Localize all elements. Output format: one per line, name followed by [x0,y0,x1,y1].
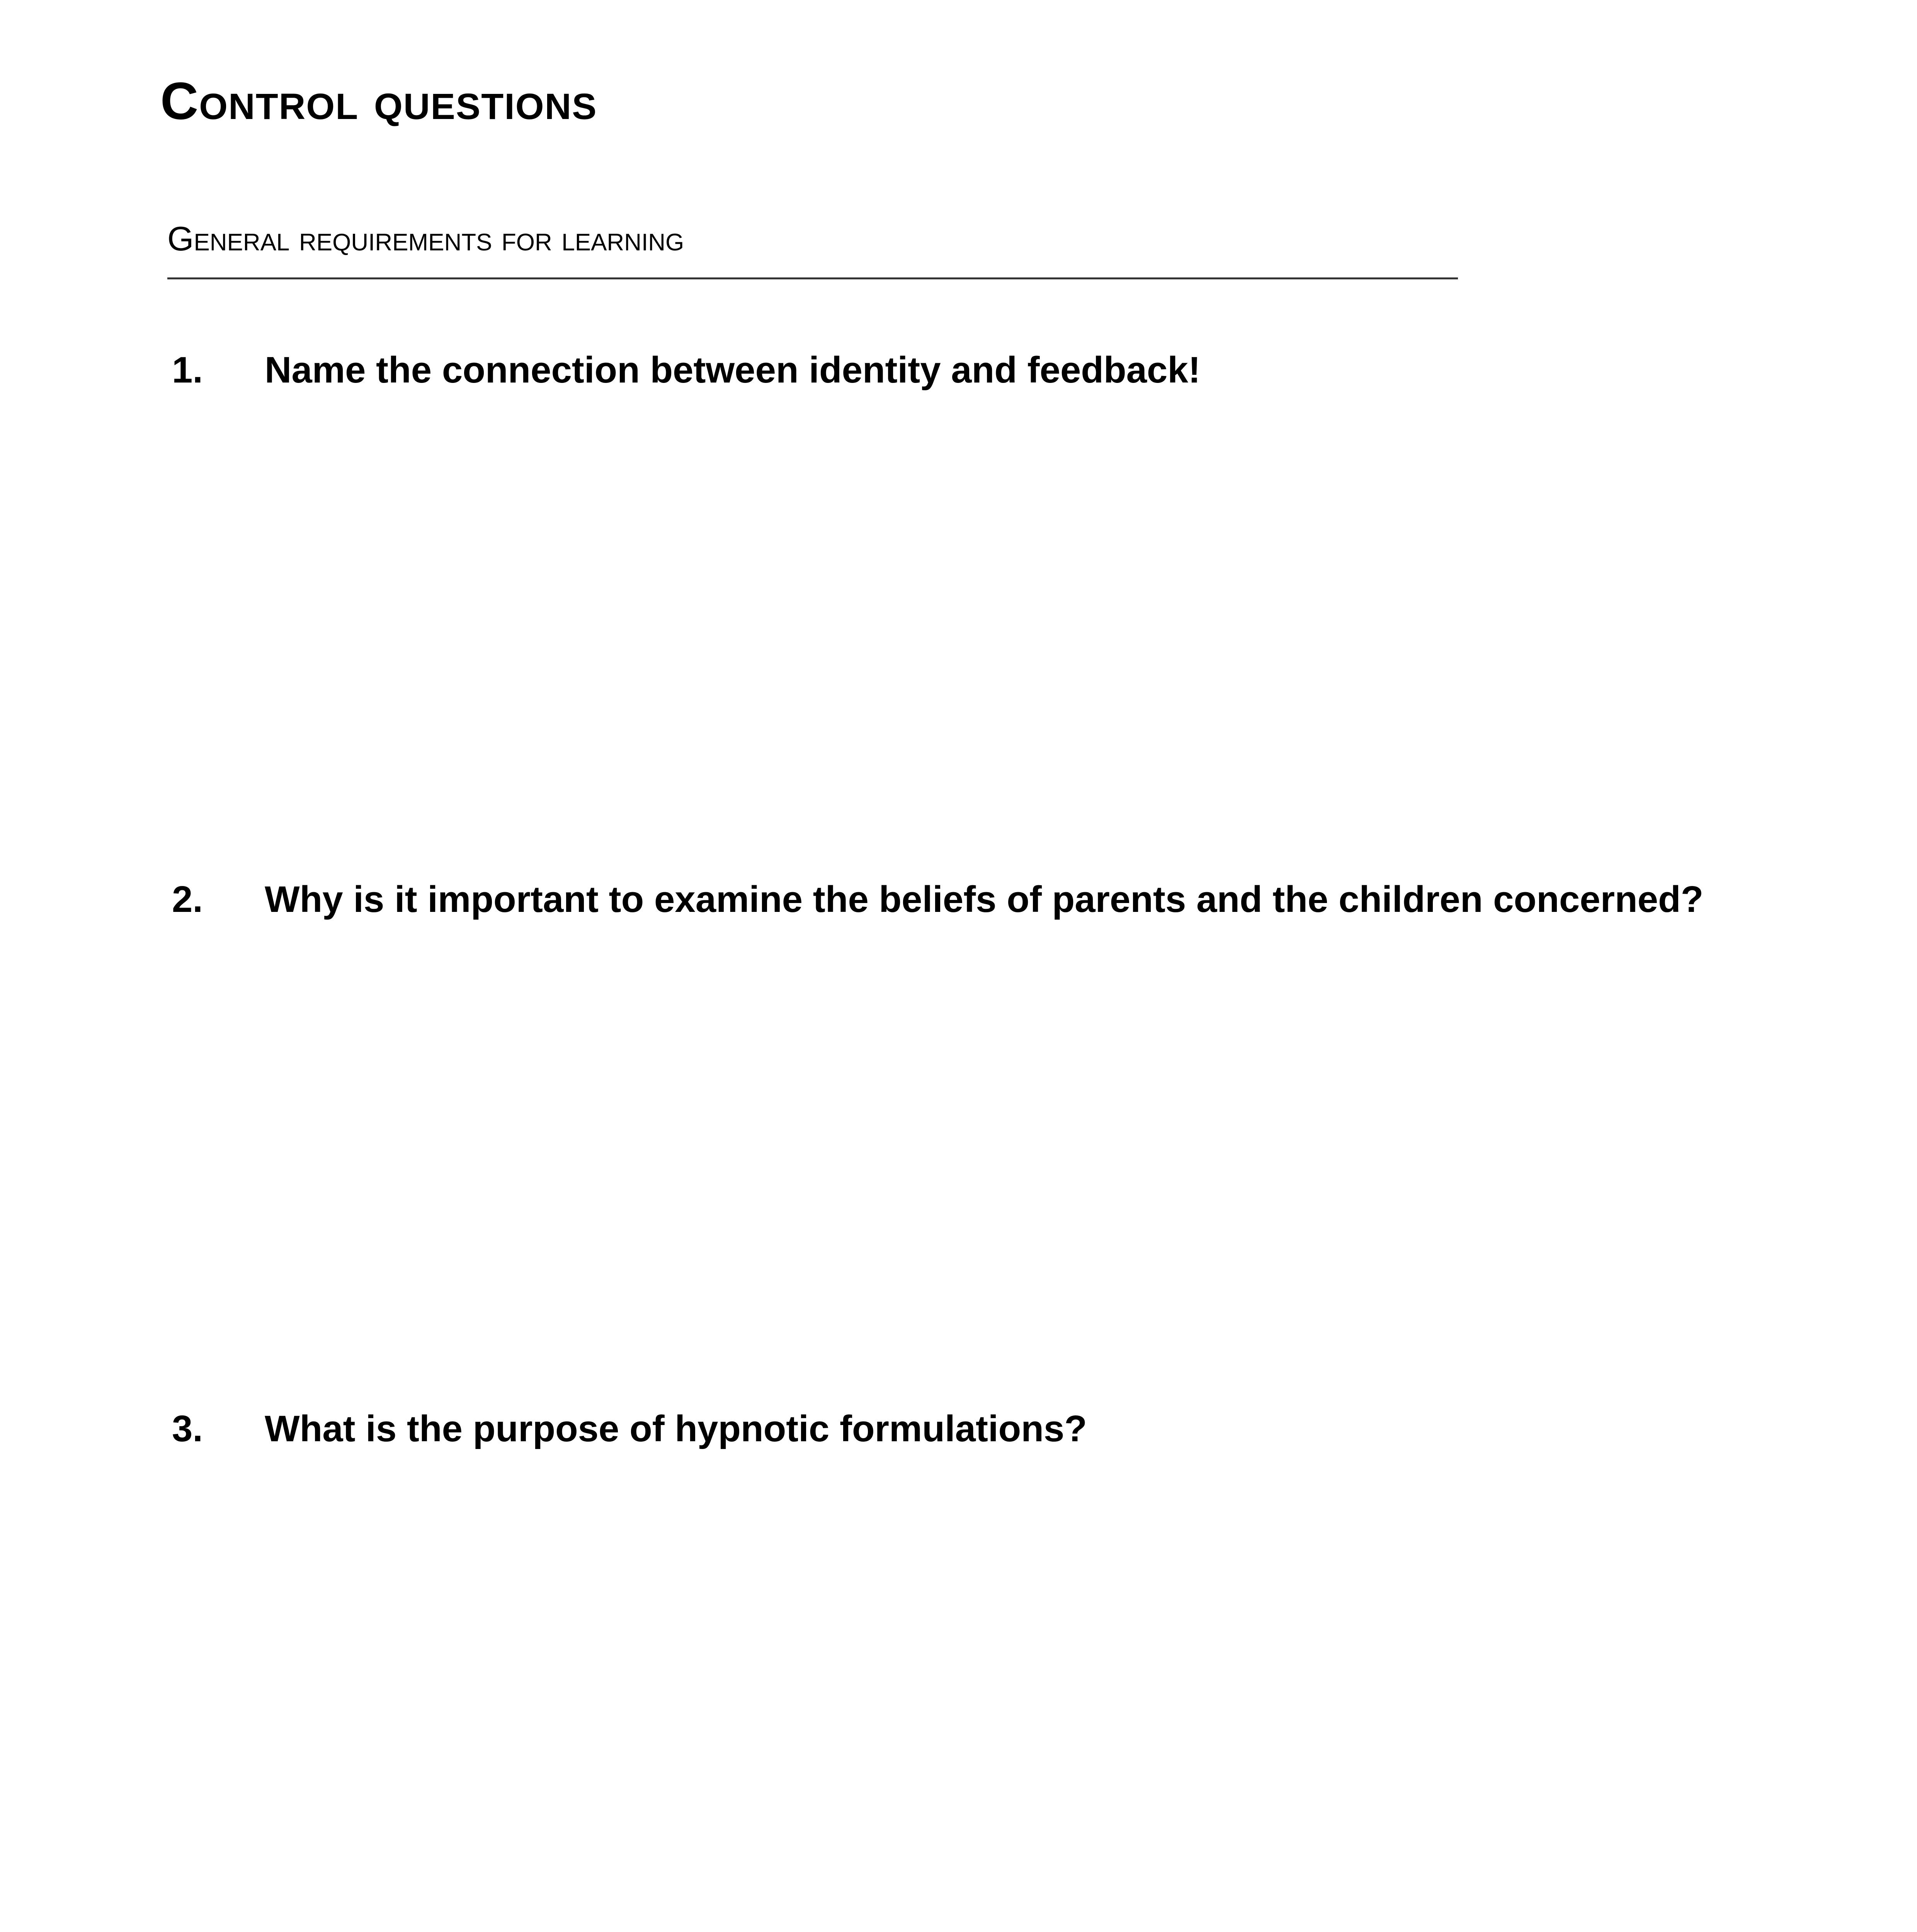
question-number: 1. [172,349,203,391]
question-1 [172,348,1201,392]
question-2 [172,877,1703,922]
question-text: What is the purpose of hypnotic formulations? [265,1408,1087,1449]
question-number: 3. [172,1408,203,1449]
question-3 [172,1406,1087,1451]
question-number: 2. [172,879,203,920]
question-text: Name the connection between identity and feedback! [265,349,1201,391]
page-title: Control questions [160,71,597,130]
subtitle-underline [167,277,1458,279]
section-subtitle: General requirements for learning [167,219,684,258]
question-text: Why is it important to examine the beliefs of parents and the children concerned? [265,879,1704,920]
